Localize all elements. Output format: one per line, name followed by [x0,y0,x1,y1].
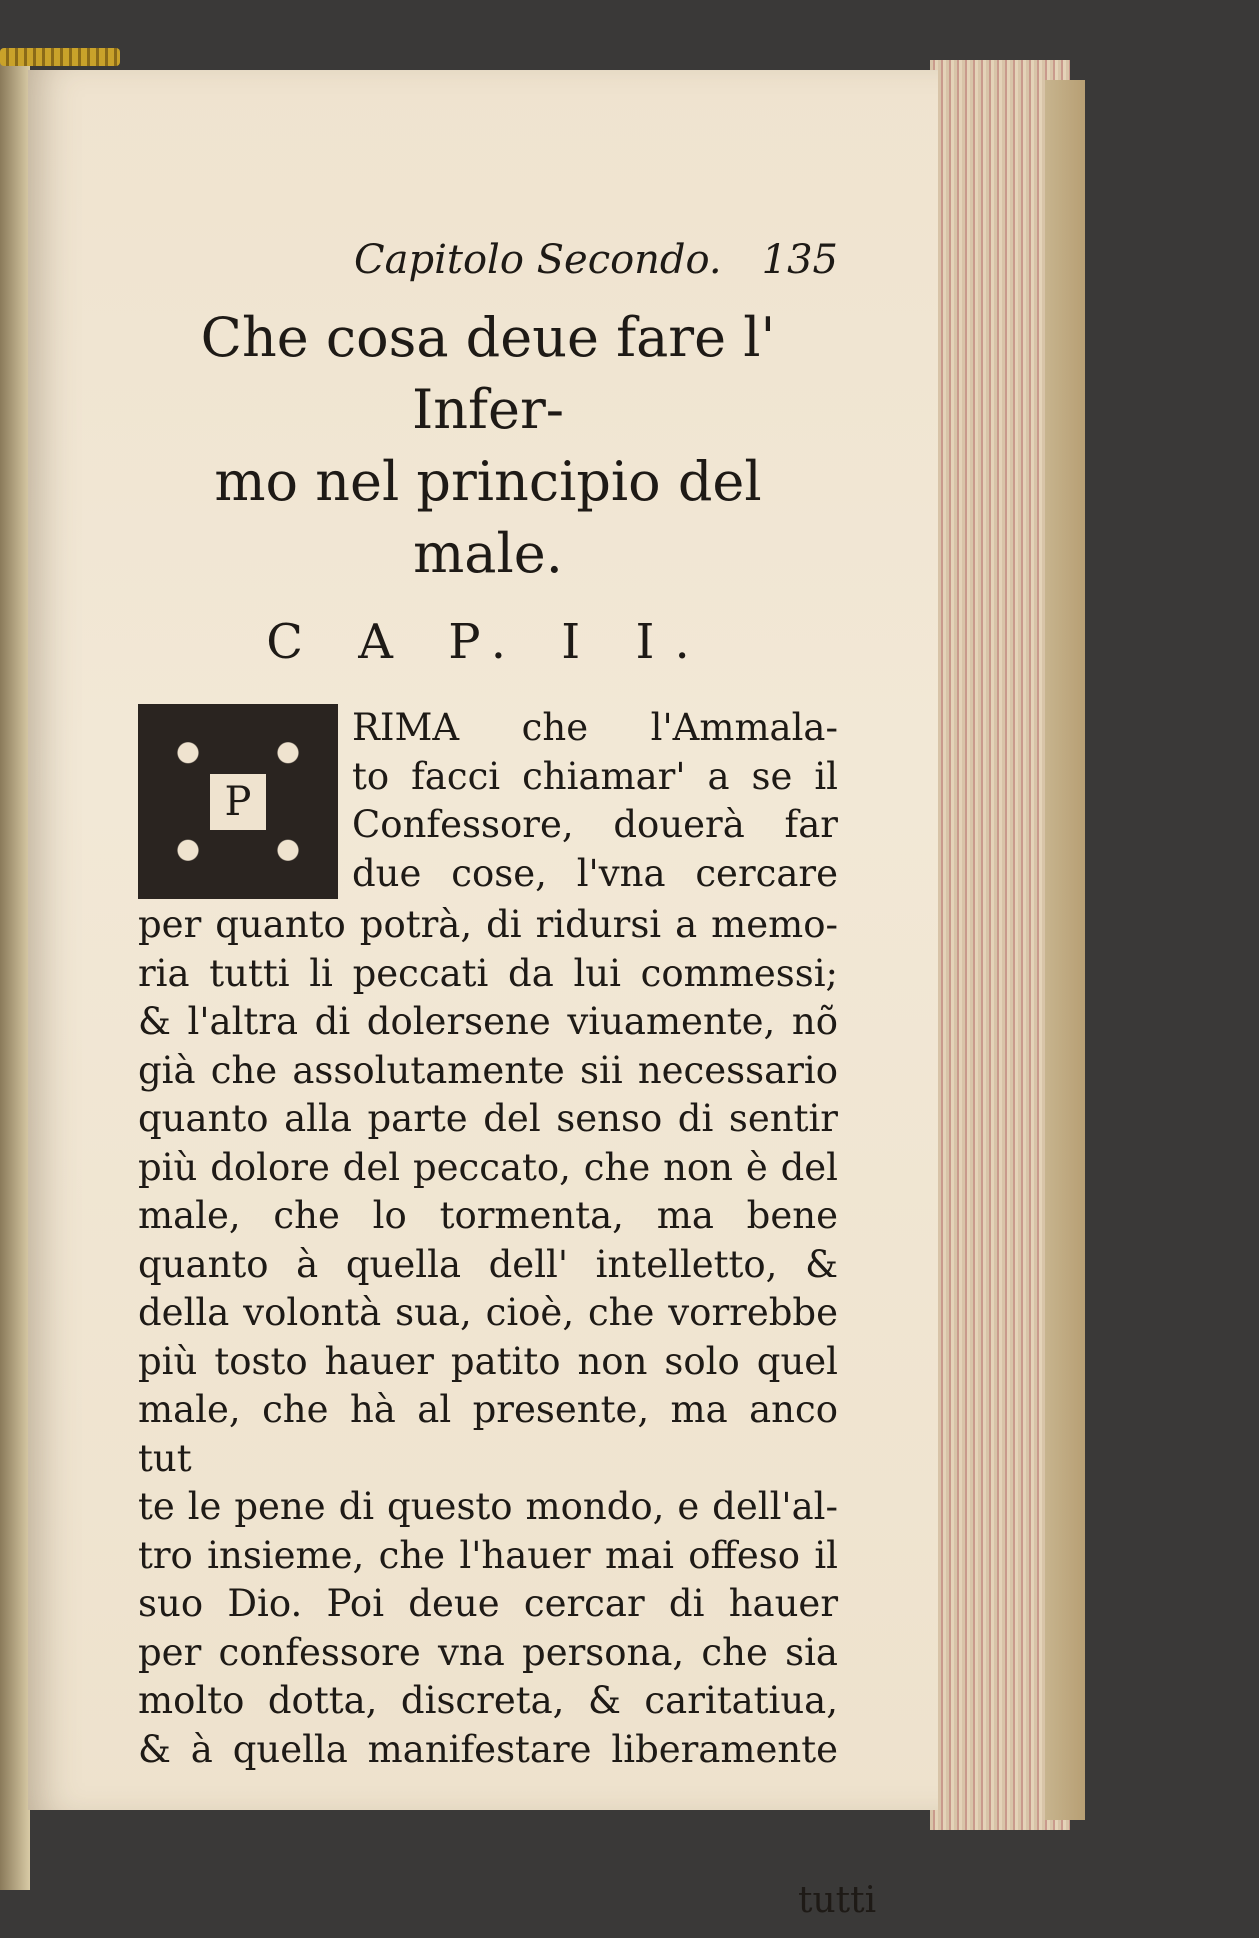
text-line: & à quella manifestare liberamente [138,1727,838,1771]
body-text [138,901,838,1774]
text-line: più tosto hauer patito non solo quel [138,1339,838,1383]
text-line: per quanto potrà, di ridursi a memo- [138,903,838,946]
text-line: tro insieme, che l'hauer mai offeso il [138,1533,838,1577]
opening-lines [352,704,838,899]
chapter-label: C A P. I I. [266,614,710,670]
chapter-title-line: male. [413,522,563,585]
catchword: tutti [798,1880,877,1921]
text-line: della volontà sua, cioè, che vorrebbe [138,1291,838,1334]
chapter-title-line: Che cosa deue fare l' Infer- [200,306,776,441]
running-head-title: Capitolo Secondo. [354,237,722,283]
cover-edge [1045,80,1085,1820]
text-line: quanto à quella dell' intelletto, & [138,1242,838,1286]
text-line: & l'altra di dolersene viuamente, nõ [138,1000,838,1043]
decorated-initial [138,704,338,899]
text-line: male, che hà al presente, ma anco tut [138,1388,838,1480]
text-line: già che assolutamente sii necessario [138,1048,838,1092]
opening-paragraph [138,704,838,899]
text-line: molto dotta, discreta, & caritatiua, [138,1679,838,1722]
text-line: più dolore del peccato, che non è del [138,1145,838,1189]
text-line: quanto alla parte del senso di sentir [138,1097,838,1140]
initial-letter: P [210,774,266,830]
chapter-title-line: mo nel principio del [214,450,762,513]
page-number: 135 [761,237,838,283]
spine-thread [0,48,120,66]
book-page [28,70,938,1921]
chapter-title [138,302,838,590]
text-line: per confessore vna persona, che sia [138,1630,838,1674]
text-line: male, che lo tormenta, ma bene [138,1194,838,1237]
text-line: RIMA che l'Ammala- [352,706,838,749]
text-line: Confessore, douerà far [352,803,838,846]
text-block [138,230,877,1921]
text-line: due cose, l'vna cercare [352,851,838,895]
left-page-edge [0,60,30,1890]
text-line: ria tutti li peccati da lui commessi; [138,951,838,995]
text-line: te le pene di questo mondo, e dell'al- [138,1485,838,1528]
text-line: suo Dio. Poi deue cercar di hauer [138,1582,838,1625]
running-head [218,230,838,290]
text-line: to facci chiamar' a se il [352,754,838,798]
